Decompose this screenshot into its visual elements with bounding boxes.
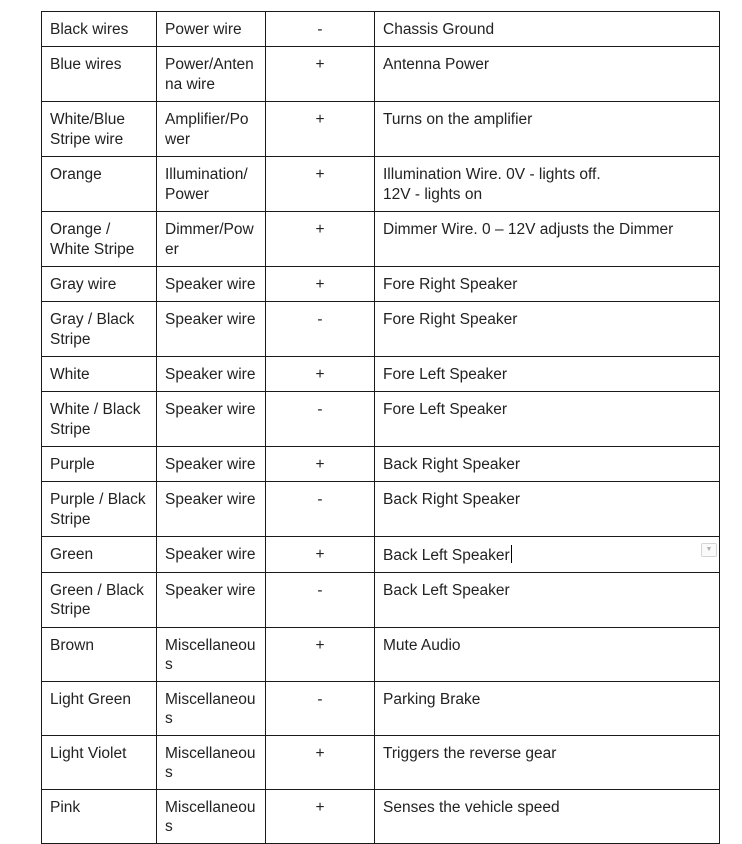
table-row (42, 12, 720, 47)
function-cell[interactable]: Chassis Ground (375, 12, 720, 47)
polarity-cell[interactable]: - (266, 572, 375, 627)
table-row (42, 267, 720, 302)
polarity-cell[interactable]: + (266, 735, 375, 789)
polarity-cell[interactable]: + (266, 627, 375, 681)
polarity-cell[interactable]: + (266, 447, 375, 482)
table-row (42, 102, 720, 157)
table-row (42, 157, 720, 212)
wire-color-cell[interactable]: Orange / White Stripe (42, 212, 157, 267)
function-cell[interactable]: Illumination Wire. 0V - lights off. 12V - lights on (375, 157, 720, 212)
polarity-cell[interactable]: + (266, 157, 375, 212)
function-cell[interactable]: Parking Brake (375, 681, 720, 735)
wire-color-cell[interactable]: Gray wire (42, 267, 157, 302)
wire-color-cell[interactable]: Brown (42, 627, 157, 681)
table-row (42, 789, 720, 843)
table-row (42, 627, 720, 681)
polarity-cell[interactable]: + (266, 357, 375, 392)
wire-color-cell[interactable]: Green / Black Stripe (42, 572, 157, 627)
wire-type-cell[interactable]: Speaker wire (157, 447, 266, 482)
polarity-cell[interactable]: + (266, 267, 375, 302)
wire-color-cell[interactable]: Blue wires (42, 47, 157, 102)
wire-type-cell[interactable]: Miscellaneous (157, 735, 266, 789)
wire-type-cell[interactable]: Speaker wire (157, 302, 266, 357)
wire-color-cell[interactable]: Pink (42, 789, 157, 843)
table-row (42, 681, 720, 735)
polarity-cell[interactable]: + (266, 537, 375, 573)
function-cell[interactable]: Antenna Power (375, 47, 720, 102)
wire-type-cell[interactable]: Speaker wire (157, 357, 266, 392)
wire-color-cell[interactable]: White / Black Stripe (42, 392, 157, 447)
wire-color-cell[interactable]: Orange (42, 157, 157, 212)
table-row (42, 537, 720, 573)
wiring-table (41, 11, 720, 844)
wire-type-cell[interactable]: Miscellaneous (157, 681, 266, 735)
wire-color-cell[interactable]: Purple / Black Stripe (42, 482, 157, 537)
wire-type-cell[interactable]: Illumination/Power (157, 157, 266, 212)
cell-dropdown-icon[interactable]: ▼ (701, 543, 717, 557)
function-cell[interactable]: Senses the vehicle speed (375, 789, 720, 843)
wire-type-cell[interactable]: Speaker wire (157, 482, 266, 537)
function-cell[interactable]: Fore Right Speaker (375, 267, 720, 302)
wire-type-cell[interactable]: Speaker wire (157, 572, 266, 627)
wire-color-cell[interactable]: Black wires (42, 12, 157, 47)
wire-type-cell[interactable]: Dimmer/Power (157, 212, 266, 267)
polarity-cell[interactable]: - (266, 482, 375, 537)
function-cell[interactable]: Mute Audio (375, 627, 720, 681)
wire-color-cell[interactable]: White (42, 357, 157, 392)
wire-type-cell[interactable]: Power wire (157, 12, 266, 47)
polarity-cell[interactable]: + (266, 102, 375, 157)
polarity-cell[interactable]: - (266, 392, 375, 447)
polarity-cell[interactable]: + (266, 789, 375, 843)
function-cell-text: Back Left Speaker (383, 547, 510, 564)
table-row (42, 447, 720, 482)
function-cell[interactable]: Fore Left Speaker (375, 357, 720, 392)
table-row (42, 212, 720, 267)
wire-color-cell[interactable]: Light Violet (42, 735, 157, 789)
function-cell[interactable]: Back Left Speaker (375, 572, 720, 627)
wire-color-cell[interactable]: Light Green (42, 681, 157, 735)
function-cell[interactable]: Dimmer Wire. 0 – 12V adjusts the Dimmer (375, 212, 720, 267)
wire-type-cell[interactable]: Amplifier/Power (157, 102, 266, 157)
function-cell[interactable]: Turns on the amplifier (375, 102, 720, 157)
table-row (42, 302, 720, 357)
wire-color-cell[interactable]: Gray / Black Stripe (42, 302, 157, 357)
table-row (42, 357, 720, 392)
function-cell[interactable]: Fore Left Speaker (375, 392, 720, 447)
function-cell[interactable]: Back Right Speaker (375, 447, 720, 482)
polarity-cell[interactable]: - (266, 12, 375, 47)
table-row (42, 482, 720, 537)
wiring-table-body (42, 12, 720, 844)
wire-type-cell[interactable]: Power/Antenna wire (157, 47, 266, 102)
table-row (42, 392, 720, 447)
wire-type-cell[interactable]: Speaker wire (157, 267, 266, 302)
wire-type-cell[interactable]: Miscellaneous (157, 789, 266, 843)
polarity-cell[interactable]: - (266, 681, 375, 735)
wire-type-cell[interactable]: Speaker wire (157, 537, 266, 573)
text-cursor (511, 545, 513, 563)
function-cell[interactable]: Back Right Speaker (375, 482, 720, 537)
function-cell[interactable]: Fore Right Speaker (375, 302, 720, 357)
wire-color-cell[interactable]: Purple (42, 447, 157, 482)
wire-color-cell[interactable]: Green (42, 537, 157, 573)
function-cell-active[interactable] (375, 537, 720, 573)
wire-type-cell[interactable]: Miscellaneous (157, 627, 266, 681)
table-row (42, 735, 720, 789)
function-cell[interactable]: Triggers the reverse gear (375, 735, 720, 789)
wire-color-cell[interactable]: White/Blue Stripe wire (42, 102, 157, 157)
polarity-cell[interactable]: + (266, 47, 375, 102)
table-row (42, 47, 720, 102)
wire-type-cell[interactable]: Speaker wire (157, 392, 266, 447)
polarity-cell[interactable]: + (266, 212, 375, 267)
table-row (42, 572, 720, 627)
polarity-cell[interactable]: - (266, 302, 375, 357)
